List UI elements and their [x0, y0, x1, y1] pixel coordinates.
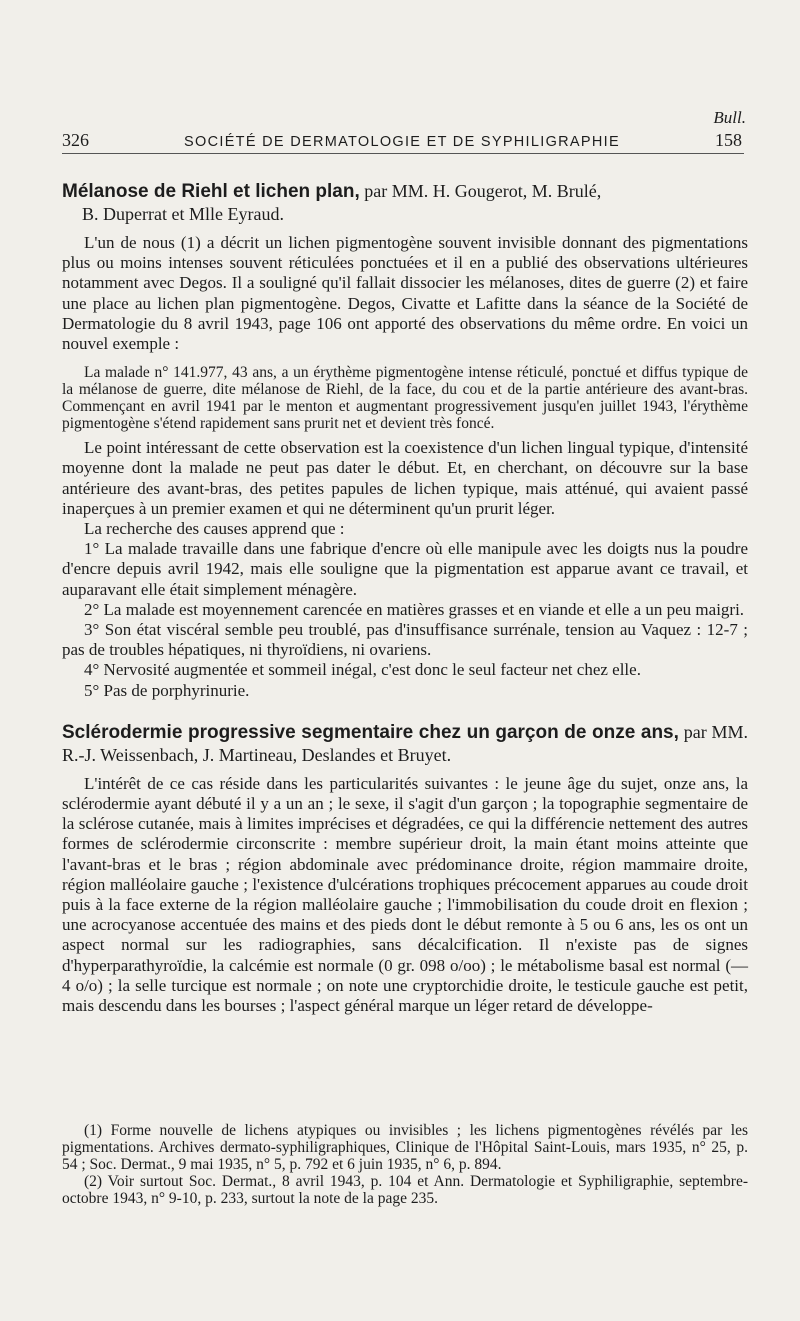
article1-paragraph: La recherche des causes apprend que :: [84, 519, 345, 539]
footnote-2: (2) Voir surtout Soc. Dermat., 8 avril 1943, p. 104 et Ann. Dermatologie et Syphiligraphie, septembre-octobre 1943, n° 9-10, p. 233, surtout la note de la page 235.: [62, 1173, 748, 1207]
article1-case-report: La malade n° 141.977, 43 ans, a un érythème pigmentogène intense réticulé, ponctué et diffus typique de la mélanose de guerre, dite mélanose de Riehl, de la face, du cou et de la partie antérieure des avant-bras. Commençant en avril 1941 par le menton et augmentant progressivement jusqu'en juillet 1943, l'érythème pigmentogène s'étend rapidement sans prurit net et devient très foncé.: [62, 364, 748, 433]
main-content: [62, 180, 748, 1016]
article1-paragraph: 2° La malade est moyennement carencée en matières grasses et en viande et elle a un peu maigri.: [84, 599, 745, 619]
article2-authors: par MM. R.-J. Weissenbach, J. Martineau, Deslandes et Bruyet.: [62, 721, 748, 765]
article1-authors-line1: par MM. H. Gougerot, M. Brulé,: [364, 181, 602, 201]
article1-paragraph: 5° Pas de porphyrinurie.: [84, 680, 250, 700]
page-number: 326: [62, 130, 89, 150]
running-header: [62, 130, 742, 151]
article1-heading: [62, 180, 748, 225]
article1-paragraph: Le point intéressant de cette observation est la coexistence d'un lichen lingual typique, d'intensité moyenne dont la malade ne peut pas dater le début. Et, en cherchant, on découvre sur la base antérieure des avant-bras, des petites papules de lichen typique, mais atténué, qui avaient passé inaperçues à un premier examen et qui ne déterminent qu'un prurit léger.: [62, 438, 748, 518]
article1-title: Mélanose de Riehl et lichen plan,: [62, 181, 360, 202]
article1-paragraph: 3° Son état viscéral semble peu troublé, pas d'insuffisance surrénale, tension au Vaquez : 12-7 ; pas de troubles hépatiques, ni thyroïdiens, ni ovariens.: [62, 620, 748, 660]
issue-number: 158: [715, 130, 742, 150]
article1-authors-line2: B. Duperrat et Mlle Eyraud.: [82, 204, 284, 224]
header-rule: [62, 153, 744, 154]
article2-paragraph: L'intérêt de ce cas réside dans les particularités suivantes : le jeune âge du sujet, onze ans, la sclérodermie ayant débuté il y a un an ; le sexe, il s'agit d'un garçon ; la topographie segmentaire de la sclérose cutanée, mais à limites imprécises et dégradées, ce qui la différencie nettement des autres formes de sclérodermie circonscrite : membre supérieur droit, la main étant moins atteinte que l'avant-bras et le bras ; région abdominale avec prédominance droite, région mammaire droite, région malléolaire gauche ; l'existence d'ulcérations trophiques précocement apparues au coude droit puis à la face externe de la région malléolaire gauche ; l'immobilisation du coude droit en flexion ; une acrocyanose accentuée des mains et des pieds dont le début remonte à 5 ou 6 ans, les os ont un aspect normal sur les radiographies, sans décalcification. Il n'existe pas de signes d'hyperparathyroïdie, la calcémie est normale (0 gr. 098 o/oo) ; le métabolisme basal est normal (— 4 o/o) ; la selle turcique est normale ; on note une cryptorchidie droite, le testicule gauche est petit, mais descendu dans les bourses ; l'aspect général marque un léger retard de développe-: [62, 773, 748, 1016]
corner-label: Bull.: [713, 108, 746, 127]
running-title: SOCIÉTÉ DE DERMATOLOGIE ET DE SYPHILIGRAPHIE: [184, 134, 620, 150]
article2-title: Sclérodermie progressive segmentaire chez un garçon de onze ans,: [62, 721, 679, 743]
footnotes: [62, 1122, 748, 1207]
article1-paragraph: 4° Nervosité augmentée et sommeil inégal, c'est donc le seul facteur net chez elle.: [84, 660, 641, 680]
footnote-1: (1) Forme nouvelle de lichens atypiques ou invisibles ; les lichens pigmentogènes révélés par les pigmentations. Archives dermato-syphiligraphiques, Clinique de l'Hôpital Saint-Louis, mars 1935, n° 25, p. 54 ; Soc. Dermat., 9 mai 1935, n° 5, p. 792 et 6 juin 1935, n° 6, p. 894.: [62, 1122, 748, 1173]
article1-intro-paragraph: L'un de nous (1) a décrit un lichen pigmentogène souvent invisible donnant des pigmentations plus ou moins intenses souvent réticulées ponctuées et il en a publié des observations ultérieures notamment avec Degos. Il a souligné qu'il fallait dissocier les mélanoses, dites de guerre (2) et faire une place au lichen plan pigmentogène. Degos, Civatte et Lafitte dans la séance de la Société de Dermatologie du 8 avril 1943, page 106 ont apporté des observations du même ordre. En voici un nouvel exemple :: [62, 233, 748, 354]
article2-heading: [62, 721, 748, 766]
article1-paragraph: 1° La malade travaille dans une fabrique d'encre où elle manipule avec les doigts nus la poudre d'encre depuis avril 1942, mais elle souligne que la pigmentation est apparue avant ce travail, et auparavant elle était simplement ménagère.: [62, 539, 748, 599]
